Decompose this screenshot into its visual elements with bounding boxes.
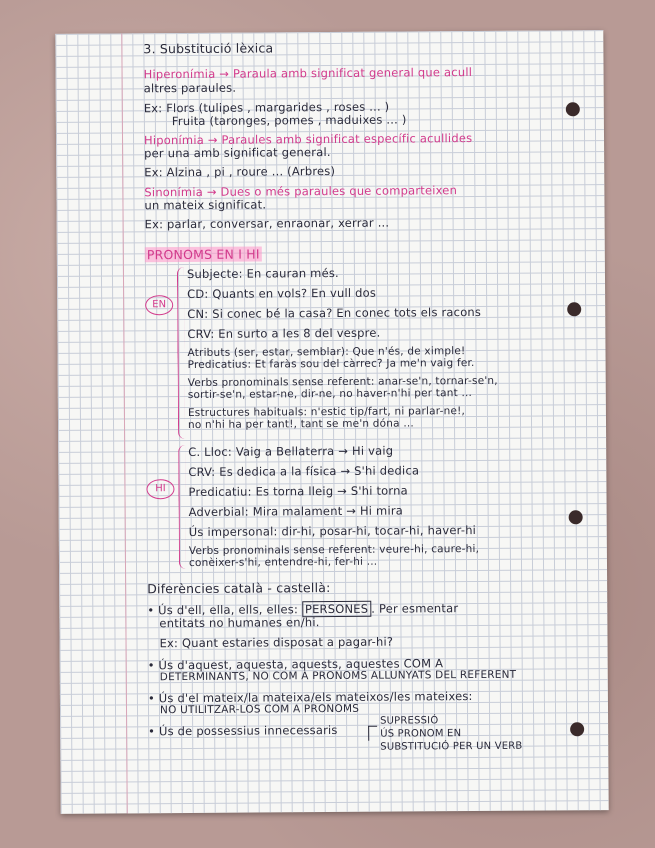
note-line: entitats no humanes en/hi. xyxy=(159,615,320,631)
note-line: no n'hi ha per tant!, tant se me'n dóna ... xyxy=(187,417,414,432)
note-line xyxy=(144,183,457,199)
bullet-item: • Ús d'aquest, aquesta, aquests, aquestes COM A xyxy=(147,656,444,673)
term-hiperonimia: Hiperonímia → Paraula amb significat general que acull xyxy=(143,65,473,82)
hi-brace xyxy=(178,445,186,569)
notebook-page xyxy=(55,30,608,814)
note-line: CD: Quants en vols? En vull dos xyxy=(187,285,377,302)
bullet-item: • Ús d'el mateix/la mateixa/els mateixos/les mateixes: xyxy=(147,689,473,706)
note-line: CRV: En surto a les 8 del vespre. xyxy=(187,325,381,342)
term-sinonimia: Sinonímia → Dues o més paraules que comparteixen xyxy=(144,183,458,200)
note-line: sortir-se'n, estar-ne, dir-ne, no haver-n'hi per tant ... xyxy=(187,387,473,402)
section-title: Diferències català - castellà: xyxy=(147,580,331,597)
note-line: Ex: Alzina , pi , roure ... (Arbres) xyxy=(144,163,336,180)
section-title: 3. Substitució lèxica xyxy=(143,40,274,57)
note-line: Verbs pronominals sense referent: veure-hi, caure-hi, xyxy=(188,542,480,558)
punch-hole-icon xyxy=(567,302,581,316)
note-line: altres paraules. xyxy=(143,80,237,96)
note-line: NO UTILITZAR-LOS COM A PRONOMS xyxy=(159,702,360,717)
boxed-word: PERSONES xyxy=(302,601,371,617)
note-line: Atributs (ser, estar, semblar): Que n'és, de ximple! xyxy=(187,345,466,360)
note-line: DETERMINANTS, NO COM A PRONOMS ALLUNYATS DEL REFERENT xyxy=(159,668,517,684)
note-line: Estructures habituals: n'estic tip/fart, ni parlar-ne!, xyxy=(187,405,466,420)
note-line: Verbs pronominals sense referent: anar-se'n, tornar-se'n, xyxy=(187,374,498,390)
note-line: Predicatiu: Es torna lleig → S'hi torna xyxy=(188,483,408,500)
note-line: Ex: Quant estaries disposat a pagar-hi? xyxy=(159,634,394,651)
punch-hole-icon xyxy=(566,102,580,116)
punch-hole-icon xyxy=(569,510,583,524)
note-line: conèixer-s'hi, entendre-hi, fer-hi ... xyxy=(188,555,378,570)
note-line: CN: Si conec bé la casa? En conec tots els racons xyxy=(187,304,482,322)
note-line xyxy=(144,65,473,81)
en-circle-label: EN xyxy=(145,295,173,315)
note-line: SUPRESSIÓ xyxy=(380,715,439,727)
note-line: Subjecte: En cauran més. xyxy=(186,265,339,282)
note-line: Fruita (taronges, pomes , maduixes ... ) xyxy=(171,112,407,129)
note-line: per una amb significat general. xyxy=(144,145,331,161)
note-line: ÚS PRONOM EN xyxy=(380,728,462,740)
note-line: C. Lloc: Vaig a Bellaterra → Hi vaig xyxy=(188,443,394,460)
bullet-item: • Ús d'ell, ella, ells, elles: PERSONES . Per esmentar xyxy=(147,601,459,618)
note-line: CRV: Es dedica a la física → S'hi dedica xyxy=(188,463,420,480)
bracket-icon xyxy=(368,726,377,741)
hi-circle-label: HI xyxy=(146,479,174,499)
margin-line xyxy=(121,33,127,813)
en-brace xyxy=(177,267,185,439)
section-title: PRONOMS EN I HI xyxy=(146,246,260,263)
term-hiponimia: Hiponímia → Paraules amb significat específic acullides xyxy=(143,131,473,148)
note-line: SUBSTITUCIÓ PER UN VERB xyxy=(380,740,523,753)
note-line: un mateix significat. xyxy=(144,197,267,213)
bullet-item: • Ús de possessius innecessaris xyxy=(148,722,338,739)
punch-hole-icon xyxy=(570,722,584,736)
note-line: Ex: Flors (tulipes , margarides , roses ... ) xyxy=(143,99,390,116)
note-line: Adverbial: Mira malament → Hi mira xyxy=(188,503,404,520)
note-line: Ús impersonal: dir-hi, posar-hi, tocar-hi, haver-hi xyxy=(188,522,477,540)
note-line: Ex: parlar, conversar, enraonar, xerrar ... xyxy=(144,215,390,232)
note-line: Predicatius: Et faràs sou del càrrec? Ja me'n vaig fer. xyxy=(187,357,475,372)
